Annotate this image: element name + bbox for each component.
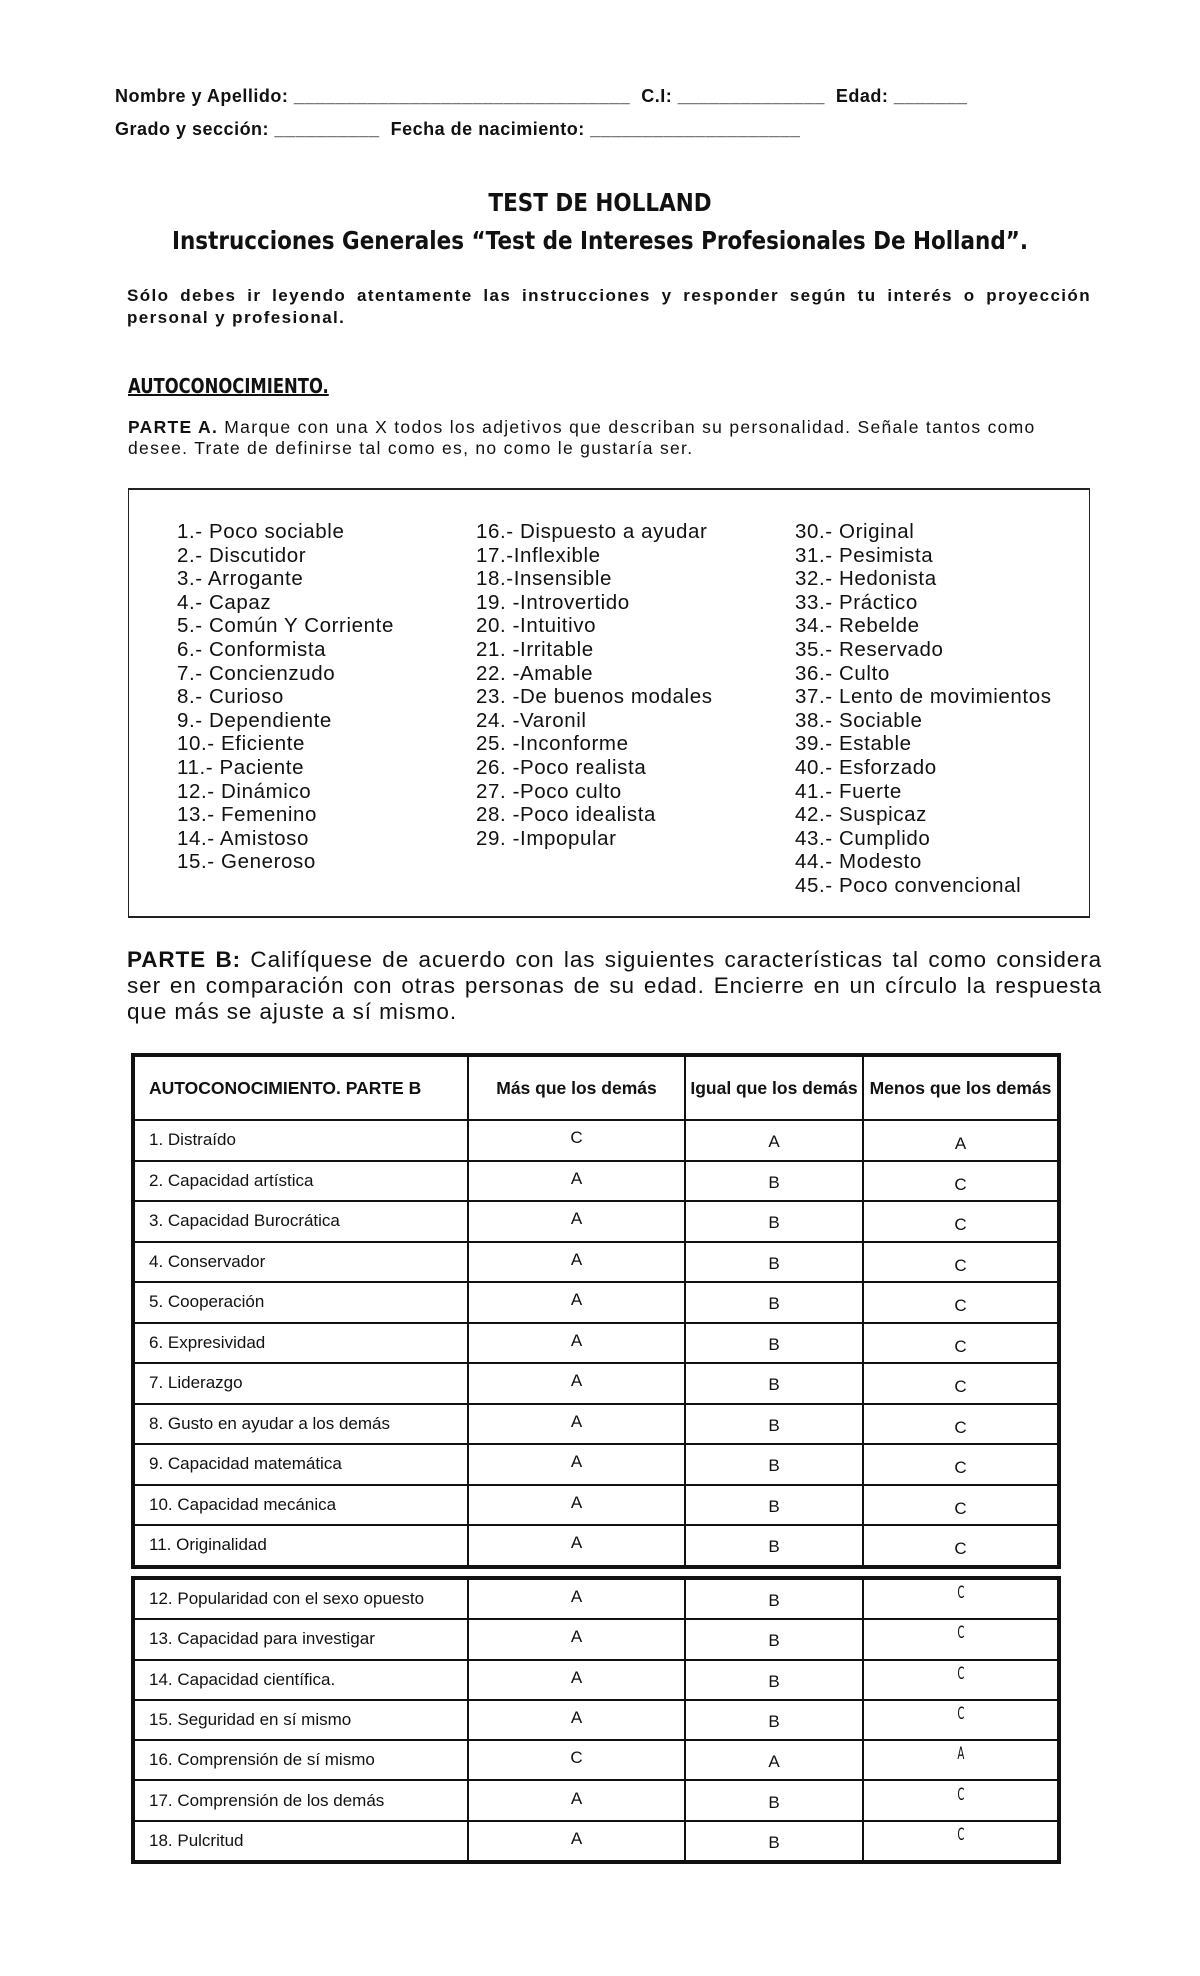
adjective-item[interactable]: 13.- Femenino <box>177 803 317 827</box>
parte-a-text: Marque con una X todos los adjetivos que describan su personalidad. Señale tantos como desee. Trate de definirse tal como es, no como le gustaría ser. <box>128 417 1036 458</box>
table-row <box>133 1161 1059 1202</box>
more-than-others-option[interactable] <box>468 1161 685 1202</box>
characteristic-cell <box>133 1404 468 1445</box>
adjective-item[interactable]: 40.- Esforzado <box>795 755 937 779</box>
less-than-others-option[interactable] <box>863 1363 1059 1404</box>
adjective-item[interactable]: 7.- Concienzudo <box>177 661 336 685</box>
option-letter: A <box>570 1533 583 1553</box>
same-as-others-option[interactable] <box>685 1363 863 1404</box>
same-as-others-option[interactable] <box>685 1444 863 1485</box>
option-letter: A <box>570 1290 583 1310</box>
adjective-item[interactable]: 17.-Inflexible <box>476 543 601 567</box>
characteristic-label: 17. Comprensión de los demás <box>149 1790 385 1810</box>
option-letter: A <box>570 1209 583 1229</box>
option-letter: C <box>954 1458 967 1478</box>
adjective-item[interactable]: 9.- Dependiente <box>177 708 332 732</box>
adjective-item[interactable]: 21. -Irritable <box>476 637 594 661</box>
table-row <box>133 1660 1059 1700</box>
adjective-item[interactable]: 27. -Poco culto <box>476 779 622 803</box>
same-as-others-option[interactable] <box>685 1485 863 1526</box>
adjective-item[interactable]: 3.- Arrogante <box>177 567 304 591</box>
adjective-item[interactable]: 23. -De buenos modales <box>476 685 713 709</box>
same-as-others-option[interactable] <box>685 1201 863 1242</box>
less-than-others-option[interactable] <box>863 1120 1059 1161</box>
adjective-item[interactable]: 36.- Culto <box>795 661 890 685</box>
option-letter: A <box>570 1371 583 1391</box>
less-than-others-option[interactable] <box>863 1161 1059 1202</box>
characteristic-cell <box>133 1525 468 1567</box>
option-letter: A <box>957 1744 964 1765</box>
characteristic-cell <box>133 1161 468 1202</box>
characteristic-cell <box>133 1363 468 1404</box>
characteristic-cell <box>133 1700 468 1740</box>
option-letter: A <box>570 1168 583 1188</box>
characteristic-cell <box>133 1323 468 1364</box>
adjective-item[interactable]: 28. -Poco idealista <box>476 803 657 827</box>
adjective-item[interactable]: 35.- Reservado <box>795 637 944 661</box>
less-than-others-option[interactable] <box>863 1282 1059 1323</box>
option-letter: A <box>570 1708 583 1728</box>
option-letter: A <box>570 1411 583 1431</box>
same-as-others-option[interactable] <box>685 1161 863 1202</box>
table-header-row <box>133 1055 1059 1120</box>
option-letter: B <box>768 1172 780 1192</box>
parte-a-instructions <box>128 417 1088 459</box>
more-than-others-option[interactable] <box>468 1323 685 1364</box>
more-than-others-option[interactable] <box>468 1282 685 1323</box>
option-letter: A <box>768 1752 780 1772</box>
option-letter: B <box>768 1496 780 1516</box>
less-than-others-option[interactable] <box>863 1201 1059 1242</box>
characteristic-label: 4. Conservador <box>149 1251 266 1271</box>
more-than-others-option[interactable] <box>468 1201 685 1242</box>
option-letter: C <box>954 1215 967 1235</box>
table-row <box>133 1485 1059 1526</box>
adjective-item[interactable]: 18.-Insensible <box>476 567 613 591</box>
same-as-others-option[interactable] <box>685 1525 863 1567</box>
header-more-than-others: Más que los demás <box>468 1055 685 1120</box>
less-than-others-option[interactable] <box>863 1780 1059 1820</box>
option-letter: C <box>954 1417 967 1437</box>
adjective-item[interactable]: 19. -Introvertido <box>476 590 630 614</box>
adjective-item[interactable]: 22. -Amable <box>476 661 594 685</box>
more-than-others-option[interactable] <box>468 1821 685 1862</box>
option-letter: A <box>570 1667 583 1687</box>
option-letter: C <box>954 1377 967 1397</box>
page-title: TEST DE HOLLAND <box>488 188 712 217</box>
option-letter: A <box>570 1330 583 1350</box>
characteristic-cell <box>133 1120 468 1161</box>
adjective-item[interactable]: 26. -Poco realista <box>476 755 647 779</box>
characteristic-cell <box>133 1660 468 1700</box>
option-letter: B <box>768 1832 780 1852</box>
less-than-others-option[interactable] <box>863 1619 1059 1659</box>
option-letter: B <box>768 1792 780 1812</box>
characteristic-cell <box>133 1821 468 1862</box>
less-than-others-option[interactable] <box>863 1660 1059 1700</box>
adjective-item[interactable]: 44.- Modesto <box>795 850 922 874</box>
option-letter: A <box>570 1492 583 1512</box>
adjective-item[interactable]: 11.- Paciente <box>177 755 305 779</box>
same-as-others-option[interactable] <box>685 1700 863 1740</box>
rating-table-part1 <box>131 1053 1061 1569</box>
adjective-item[interactable]: 31.- Pesimista <box>795 543 934 567</box>
adjective-item[interactable]: 29. -Impopular <box>476 826 617 850</box>
same-as-others-option[interactable] <box>685 1120 863 1161</box>
table-row <box>133 1700 1059 1740</box>
option-letter: B <box>768 1537 780 1557</box>
less-than-others-option[interactable] <box>863 1444 1059 1485</box>
less-than-others-option[interactable] <box>863 1821 1059 1862</box>
table-row <box>133 1444 1059 1485</box>
option-letter: A <box>570 1788 583 1808</box>
adjective-item[interactable]: 39.- Estable <box>795 732 912 756</box>
characteristic-label: 11. Originalidad <box>149 1535 267 1555</box>
table-row <box>133 1525 1059 1567</box>
option-letter: B <box>768 1671 780 1691</box>
same-as-others-option[interactable] <box>685 1660 863 1700</box>
characteristic-label: 15. Seguridad en sí mismo <box>149 1710 352 1730</box>
option-letter: B <box>768 1294 780 1314</box>
option-letter: C <box>954 1296 967 1316</box>
more-than-others-option[interactable] <box>468 1578 685 1619</box>
characteristic-label: 13. Capacidad para investigar <box>149 1629 375 1649</box>
characteristic-label: 12. Popularidad con el sexo opuesto <box>149 1589 425 1609</box>
student-name-line: Nombre y Apellido: ________________________________ C.I: ______________ Edad: _______ <box>115 86 968 106</box>
characteristic-cell <box>133 1282 468 1323</box>
table-row <box>133 1821 1059 1862</box>
more-than-others-option[interactable] <box>468 1404 685 1445</box>
option-letter: C <box>954 1498 967 1518</box>
table-row <box>133 1201 1059 1242</box>
same-as-others-option[interactable] <box>685 1578 863 1619</box>
parte-b-text: Califíquese de acuerdo con las siguientes características tal como considera ser en comparación con otras personas de su edad. Encierre en un círculo la respuesta que más se ajuste a sí mismo. <box>127 947 1102 1024</box>
characteristic-label: 8. Gusto en ayudar a los demás <box>149 1413 390 1433</box>
same-as-others-option[interactable] <box>685 1242 863 1283</box>
same-as-others-option[interactable] <box>685 1619 863 1659</box>
characteristic-label: 18. Pulcritud <box>149 1830 244 1850</box>
adjective-item[interactable]: 30.- Original <box>795 520 915 543</box>
option-letter: B <box>768 1456 780 1476</box>
header-characteristic: AUTOCONOCIMIENTO. PARTE B <box>133 1055 468 1120</box>
more-than-others-option[interactable] <box>468 1780 685 1820</box>
header-same-as-others: Igual que los demás <box>685 1055 863 1120</box>
adjective-item[interactable]: 45.- Poco convencional <box>795 873 1022 897</box>
table-row <box>133 1740 1059 1780</box>
option-letter: C <box>956 1824 965 1845</box>
option-letter: C <box>570 1748 583 1768</box>
adjective-item[interactable]: 43.- Cumplido <box>795 826 931 850</box>
option-letter: C <box>956 1583 965 1604</box>
characteristic-label: 16. Comprensión de sí mismo <box>149 1750 375 1770</box>
table-row <box>133 1282 1059 1323</box>
option-letter: C <box>956 1623 965 1644</box>
same-as-others-option[interactable] <box>685 1282 863 1323</box>
adjective-item[interactable]: 20. -Intuitivo <box>476 614 597 638</box>
option-letter: B <box>768 1334 780 1354</box>
adjective-item[interactable]: 6.- Conformista <box>177 637 327 661</box>
section-heading: AUTOCONOCIMIENTO. <box>128 374 329 398</box>
more-than-others-option[interactable] <box>468 1619 685 1659</box>
option-letter: B <box>768 1415 780 1435</box>
page-subtitle: Instrucciones Generales “Test de Intereses Profesionales De Holland”. <box>171 226 1029 255</box>
characteristic-cell <box>133 1740 468 1780</box>
parte-b-instructions <box>127 947 1102 1025</box>
adjective-item[interactable]: 37.- Lento de movimientos <box>795 685 1052 709</box>
option-letter: C <box>956 1784 965 1805</box>
adjective-item[interactable]: 12.- Dinámico <box>177 779 312 803</box>
adjective-item[interactable]: 15.- Generoso <box>177 850 316 874</box>
option-letter: A <box>570 1452 583 1472</box>
header-less-than-others: Menos que los demás <box>863 1055 1059 1120</box>
table-row <box>133 1619 1059 1659</box>
adjective-item[interactable]: 1.- Poco sociable <box>177 520 345 543</box>
option-letter: C <box>954 1539 967 1559</box>
adjective-item[interactable]: 34.- Rebelde <box>795 614 920 638</box>
characteristic-label: 3. Capacidad Burocrática <box>149 1211 340 1231</box>
adjective-item[interactable]: 41.- Fuerte <box>795 779 902 803</box>
adjective-item[interactable]: 42.- Suspicaz <box>795 803 928 827</box>
option-letter: C <box>570 1128 583 1148</box>
characteristic-cell <box>133 1444 468 1485</box>
option-letter: C <box>954 1255 967 1275</box>
option-letter: C <box>954 1174 967 1194</box>
characteristic-label: 10. Capacidad mecánica <box>149 1494 337 1514</box>
adjective-item[interactable]: 5.- Común Y Corriente <box>177 614 394 638</box>
adjective-item[interactable]: 2.- Discutidor <box>177 543 307 567</box>
table-row <box>133 1404 1059 1445</box>
adjectives-column-1 <box>177 520 394 874</box>
grade-birthdate-line: Grado y sección: __________ Fecha de nacimiento: ____________________ <box>115 119 801 139</box>
option-letter: A <box>570 1249 583 1269</box>
table-row <box>133 1780 1059 1820</box>
less-than-others-option[interactable] <box>863 1700 1059 1740</box>
characteristic-label: 9. Capacidad matemática <box>149 1454 342 1474</box>
option-letter: A <box>954 1134 967 1154</box>
more-than-others-option[interactable] <box>468 1700 685 1740</box>
option-letter: B <box>768 1591 780 1611</box>
more-than-others-option[interactable] <box>468 1444 685 1485</box>
table-row <box>133 1578 1059 1619</box>
option-letter: C <box>954 1336 967 1356</box>
rating-table-part2 <box>131 1576 1061 1864</box>
adjective-item[interactable]: 38.- Sociable <box>795 708 923 732</box>
option-letter: B <box>768 1631 780 1651</box>
more-than-others-option[interactable] <box>468 1660 685 1700</box>
more-than-others-option[interactable] <box>468 1242 685 1283</box>
same-as-others-option[interactable] <box>685 1740 863 1780</box>
characteristic-label: 2. Capacidad artística <box>149 1170 314 1190</box>
characteristic-label: 7. Liderazgo <box>149 1373 243 1393</box>
characteristic-label: 1. Distraído <box>149 1130 236 1150</box>
adjective-item[interactable]: 32.- Hedonista <box>795 567 937 591</box>
option-letter: B <box>768 1213 780 1233</box>
adjective-item[interactable]: 4.- Capaz <box>177 590 272 614</box>
option-letter: A <box>570 1627 583 1647</box>
adjectives-column-2 <box>476 520 713 850</box>
same-as-others-option[interactable] <box>685 1780 863 1820</box>
less-than-others-option[interactable] <box>863 1242 1059 1283</box>
less-than-others-option[interactable] <box>863 1578 1059 1619</box>
characteristic-label: 14. Capacidad científica. <box>149 1669 336 1689</box>
adjective-item[interactable]: 8.- Curioso <box>177 685 284 709</box>
less-than-others-option[interactable] <box>863 1323 1059 1364</box>
more-than-others-option[interactable] <box>468 1120 685 1161</box>
adjective-item[interactable]: 14.- Amistoso <box>177 826 309 850</box>
more-than-others-option[interactable] <box>468 1740 685 1780</box>
option-letter: A <box>570 1828 583 1848</box>
option-letter: A <box>768 1132 780 1152</box>
table-row <box>133 1363 1059 1404</box>
characteristic-cell <box>133 1619 468 1659</box>
adjectives-box <box>128 488 1090 918</box>
characteristic-cell <box>133 1780 468 1820</box>
table-row <box>133 1242 1059 1283</box>
table-row <box>133 1323 1059 1364</box>
adjective-item[interactable]: 24. -Varonil <box>476 708 587 732</box>
option-letter: B <box>768 1253 780 1273</box>
intro-paragraph: Sólo debes ir leyendo atentamente las instrucciones y responder según tu interés o proyección personal y profesional. <box>127 286 1091 327</box>
characteristic-label: 5. Cooperación <box>149 1292 265 1312</box>
option-letter: B <box>768 1712 780 1732</box>
characteristic-cell <box>133 1485 468 1526</box>
same-as-others-option[interactable] <box>685 1821 863 1862</box>
option-letter: C <box>956 1663 965 1684</box>
adjective-item[interactable]: 33.- Práctico <box>795 590 918 614</box>
option-letter: A <box>570 1587 583 1607</box>
adjective-item[interactable]: 10.- Eficiente <box>177 732 306 756</box>
characteristic-cell <box>133 1242 468 1283</box>
more-than-others-option[interactable] <box>468 1363 685 1404</box>
option-letter: B <box>768 1375 780 1395</box>
adjectives-column-3 <box>795 520 1052 898</box>
less-than-others-option[interactable] <box>863 1740 1059 1780</box>
characteristic-cell <box>133 1578 468 1619</box>
option-letter: C <box>956 1704 965 1725</box>
adjective-item[interactable]: 25. -Inconforme <box>476 732 629 756</box>
less-than-others-option[interactable] <box>863 1404 1059 1445</box>
parte-b-label: PARTE B: <box>127 947 242 972</box>
characteristic-label: 6. Expresividad <box>149 1332 266 1352</box>
same-as-others-option[interactable] <box>685 1404 863 1445</box>
less-than-others-option[interactable] <box>863 1525 1059 1567</box>
table-row <box>133 1120 1059 1161</box>
parte-a-label: PARTE A. <box>128 417 219 437</box>
more-than-others-option[interactable] <box>468 1485 685 1526</box>
adjective-item[interactable]: 16.- Dispuesto a ayudar <box>476 520 708 543</box>
same-as-others-option[interactable] <box>685 1323 863 1364</box>
more-than-others-option[interactable] <box>468 1525 685 1567</box>
characteristic-cell <box>133 1201 468 1242</box>
less-than-others-option[interactable] <box>863 1485 1059 1526</box>
